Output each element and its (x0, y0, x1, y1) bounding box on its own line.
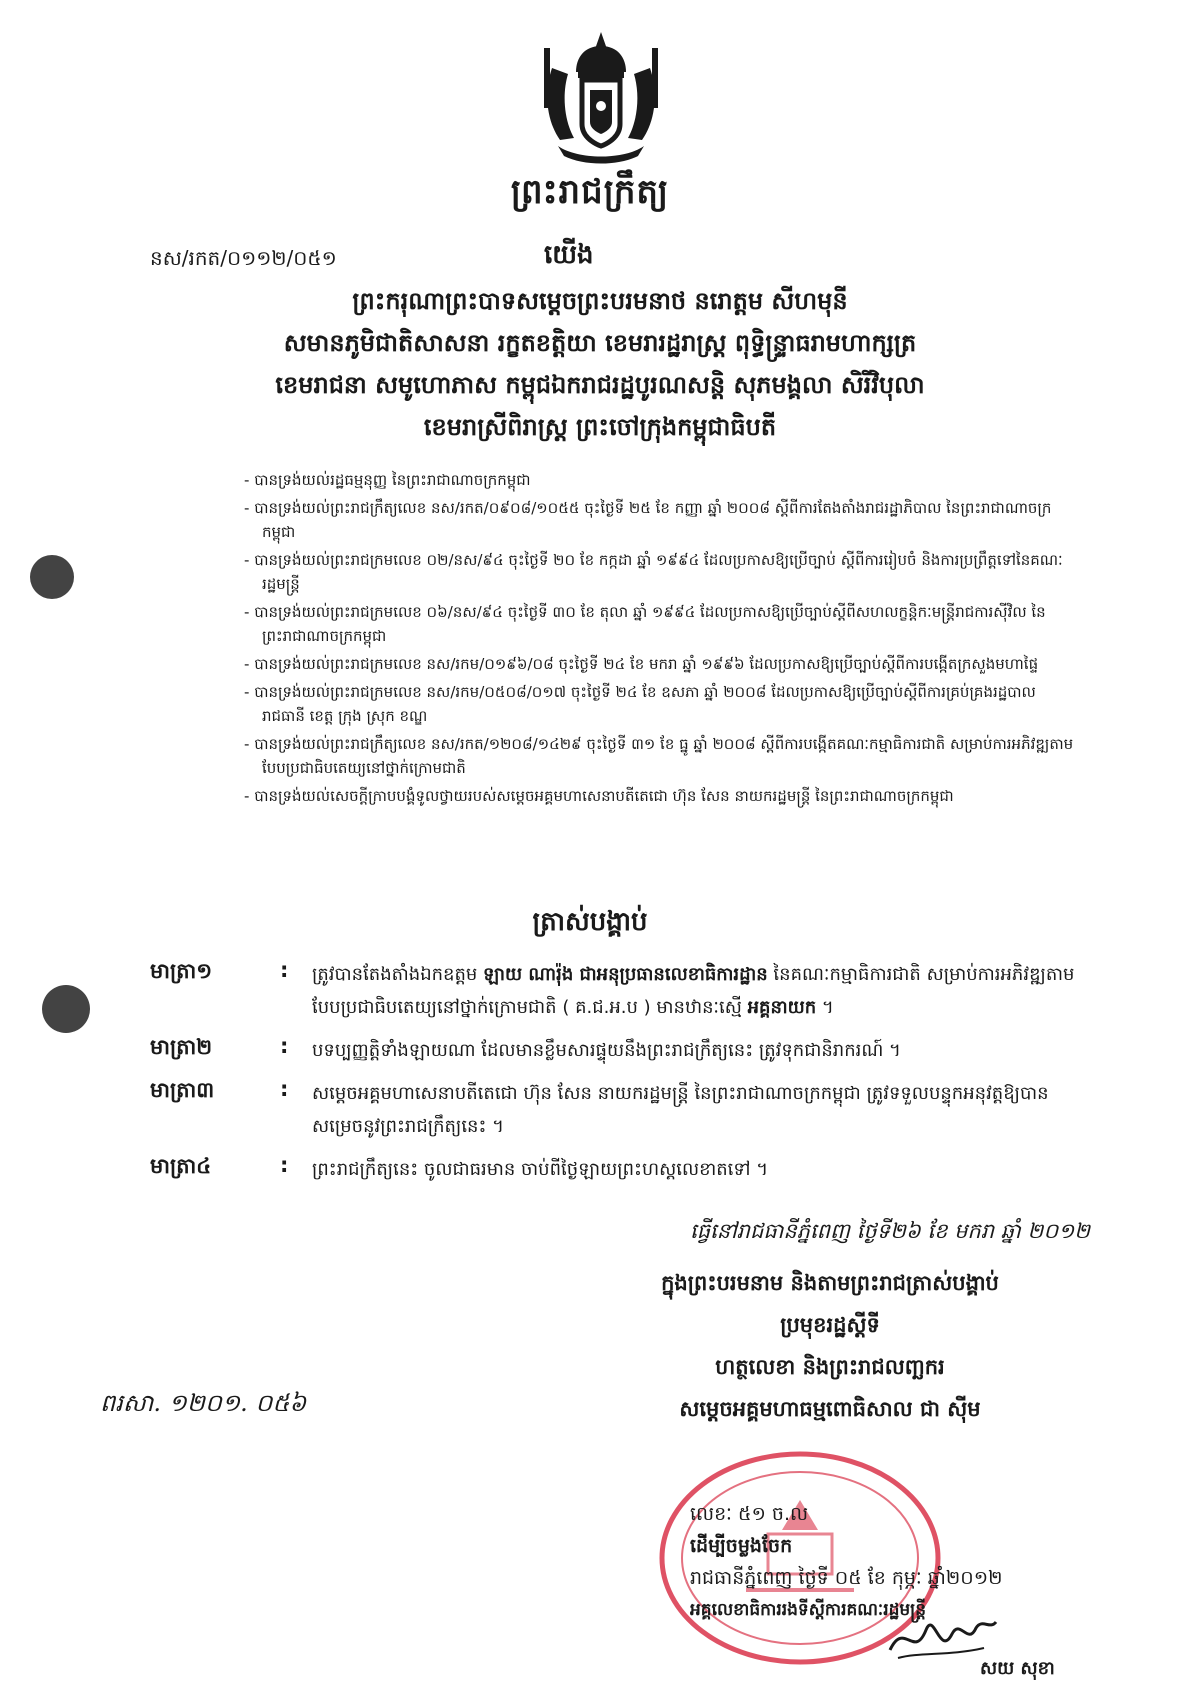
signature-line: ប្រមុខរដ្ឋស្តីទី (780, 1312, 880, 1337)
signature-line: សម្តេចអគ្គមហាធម្មពោធិសាល ជា ស៊ីម (679, 1396, 981, 1421)
article-colon: : (280, 1034, 289, 1058)
consideration-item: - បានទ្រង់យល់ព្រះរាជក្រមលេខ ០៦/នស/៩៤ ចុះថ្ងៃទី ៣០ ខែ តុលា ឆ្នាំ ១៩៩៤ ដែលប្រកាសឱ្យប្រើច្បាប់ស្តីពីសហលក្ខន្តិកៈមន្ត្រីរាជការស៊ីវិល នៃព្រះរាជាណាចក្រកម្ពុជា (244, 600, 1074, 648)
signature-block (580, 1262, 1080, 1430)
article-4 (150, 1153, 1094, 1186)
copy-number-value: ៥១ (738, 1503, 766, 1525)
article-label: មាត្រា៣ (150, 1078, 215, 1102)
appointee-name: ឡាយ ណារ៉ុង ជាអនុប្រធានលេខាធិការដ្ឋាន (483, 964, 768, 985)
copy-number-label: លេខៈ (690, 1503, 732, 1525)
article-3 (150, 1077, 1094, 1143)
article-text: សម្តេចអគ្គមហាសេនាបតីតេជោ ហ៊ុន សែន នាយករដ្ឋមន្ត្រី នៃព្រះរាជាណាចក្រកម្ពុជា ត្រូវទទួលបន្ទុកអនុវត្តឱ្យបានសម្រេចនូវព្រះរាជក្រឹត្យនេះ ។ (312, 1083, 1049, 1137)
document-number: នស/រកត/០១១២/០៥១ (150, 246, 337, 270)
article-label: មាត្រា១ (150, 959, 213, 983)
king-title-line: ខេមរាស្រីពិរាស្ត្រ ព្រះចៅក្រុងកម្ពុជាធិបតី (423, 412, 777, 441)
article-label: មាត្រា២ (150, 1035, 213, 1059)
signer-name: សយ សុខា (980, 1658, 1055, 1679)
date-line: ធ្វើនៅរាជធានីភ្នំពេញ ថ្ងៃទី២៦ ខែ មករា ឆ្នាំ ២០១២ (690, 1219, 1090, 1243)
article-text: ព្រះរាជក្រឹត្យនេះ ចូលជាធរមាន ចាប់ពីថ្ងៃឡាយព្រះហស្តលេខាតទៅ ។ (312, 1159, 769, 1180)
consideration-item: - បានទ្រង់យល់រដ្ឋធម្មនុញ្ញ នៃព្រះរាជាណាចក្រកម្ពុជា (244, 468, 1074, 492)
consideration-item: - បានទ្រង់យល់ព្រះរាជក្រមលេខ នស/រកម/០១៩៦/០៨ ចុះថ្ងៃទី ២៤ ខែ មករា ឆ្នាំ ១៩៩៦ ដែលប្រកាសឱ្យប្រើច្បាប់ស្តីពីការបង្កើតក្រសួងមហាផ្ទៃ (244, 652, 1074, 676)
article-text (312, 958, 1094, 1024)
copy-office: អគ្គលេខាធិការរងទីស្តីការគណៈរដ្ឋមន្ត្រី (690, 1600, 927, 1620)
article-text-part: ត្រូវបានតែងតាំងឯកឧត្តម (312, 964, 484, 985)
article-2 (150, 1034, 1094, 1067)
article-colon: : (280, 958, 289, 982)
consideration-item: - បានទ្រង់យល់ព្រះរាជក្រឹត្យលេខ នស/រកត/០៩០៨/១០៥៥ ចុះថ្ងៃទី ២៥ ខែ កញ្ញា ឆ្នាំ ២០០៨ ស្តីពីការតែងតាំងរាជរដ្ឋាភិបាល នៃព្រះរាជាណាចក្រកម្ពុជា (244, 496, 1074, 544)
decree-heading: ត្រាស់បង្គាប់ (532, 907, 648, 937)
royal-coat-of-arms-icon (538, 28, 664, 168)
consideration-item: - បានទ្រង់យល់ព្រះរាជក្រមលេខ នស/រកម/០៥០៨/០១៧ ចុះថ្ងៃទី ២៤ ខែ ឧសភា ឆ្នាំ ២០០៨ ដែលប្រកាសឱ្យប្រើច្បាប់ស្តីពីការគ្រប់គ្រងរដ្ឋបាលរាជធានី ខេត្ត ក្រុង ស្រុក ខណ្ឌ (244, 680, 1074, 728)
document-title: ព្រះរាជក្រឹត្យ (510, 172, 670, 212)
articles (150, 958, 1094, 1196)
copy-heading: ដើម្បីចម្លងចែក (690, 1535, 793, 1557)
king-title-line: ព្រះករុណាព្រះបាទសម្តេចព្រះបរមនាថ នរោត្តម សីហមុនី (352, 286, 848, 315)
archive-reference: ពរសា. ១២០១. ០៥៦ (100, 1389, 307, 1417)
king-title-line: សមានភូមិជាតិសាសនា រក្ខតខត្តិយា ខេមរារដ្ឋរាស្ត្រ ពុទ្ធិន្ទ្រាធរាមហាក្សត្រ (283, 328, 917, 357)
copy-location-date: រាជធានីភ្នំពេញ ថ្ងៃទី ០៥ ខែ កុម្ភៈ ឆ្នាំ២០១២ (690, 1567, 1003, 1589)
article-label: មាត្រា៤ (150, 1154, 212, 1178)
article-colon: : (280, 1153, 289, 1177)
rank-title: អគ្គនាយក (747, 997, 817, 1018)
article-text: បទប្បញ្ញត្តិទាំងឡាយណា ដែលមានខ្លឹមសារផ្ទុយនឹងព្រះរាជក្រឹត្យនេះ ត្រូវទុកជានិរាករណ៍ ។ (312, 1040, 901, 1061)
consideration-item: - បានទ្រង់យល់ព្រះរាជក្រឹត្យលេខ នស/រកត/១២០៨/១៤២៩ ចុះថ្ងៃទី ៣១ ខែ ធ្នូ ឆ្នាំ ២០០៨ ស្តីពីការបង្កើតគណៈកម្មាធិការជាតិ សម្រាប់ការអភិវឌ្ឍតាមបែបប្រជាធិបតេយ្យនៅថ្នាក់ក្រោមជាតិ (244, 732, 1074, 780)
punch-hole-decoration (30, 555, 74, 599)
article-1 (150, 958, 1094, 1024)
we-heading: យើង (544, 240, 594, 270)
consideration-item: - បានទ្រង់យល់ព្រះរាជក្រមលេខ ០២/នស/៩៤ ចុះថ្ងៃទី ២០ ខែ កក្កដា ឆ្នាំ ១៩៩៤ ដែលប្រកាសឱ្យប្រើច្បាប់ ស្តីពីការរៀបចំ និងការប្រព្រឹត្តទៅនៃគណៈរដ្ឋមន្ត្រី (244, 548, 1074, 596)
king-titles (150, 280, 1050, 448)
punch-hole-decoration (42, 985, 90, 1033)
signature-line: ហត្ថលេខា និងព្រះរាជលញ្ឆករ (715, 1354, 945, 1379)
copy-number-row (690, 1498, 1110, 1530)
copy-number-suffix: ច.ល (771, 1503, 809, 1525)
article-text-part: ។ (816, 997, 834, 1018)
consideration-item: - បានទ្រង់យល់សេចក្តីក្រាបបង្គំទូលថ្វាយរបស់សម្តេចអគ្គមហាសេនាបតីតេជោ ហ៊ុន សែន នាយករដ្ឋមន្ត្រី នៃព្រះរាជាណាចក្រកម្ពុជា (244, 784, 1074, 808)
article-text-part: នៃគណៈកម្មាធិការជាតិ សម្រាប់ការអភិវឌ្ឍតាមបែបប្រជាធិបតេយ្យនៅថ្នាក់ក្រោមជាតិ ( គ.ជ.អ.ប ) មានឋានៈស្មើ (312, 964, 1075, 1018)
article-colon: : (280, 1077, 289, 1101)
considerations-list (244, 468, 1074, 812)
signature-line: ក្នុងព្រះបរមនាម និងតាមព្រះរាជត្រាស់បង្គាប់ (661, 1270, 999, 1295)
king-title-line: ខេមរាជនា សមូហោភាស កម្ពុជឯករាជរដ្ឋបូរណសន្តិ សុភមង្គលា សិរីវិបុលា (275, 370, 925, 399)
